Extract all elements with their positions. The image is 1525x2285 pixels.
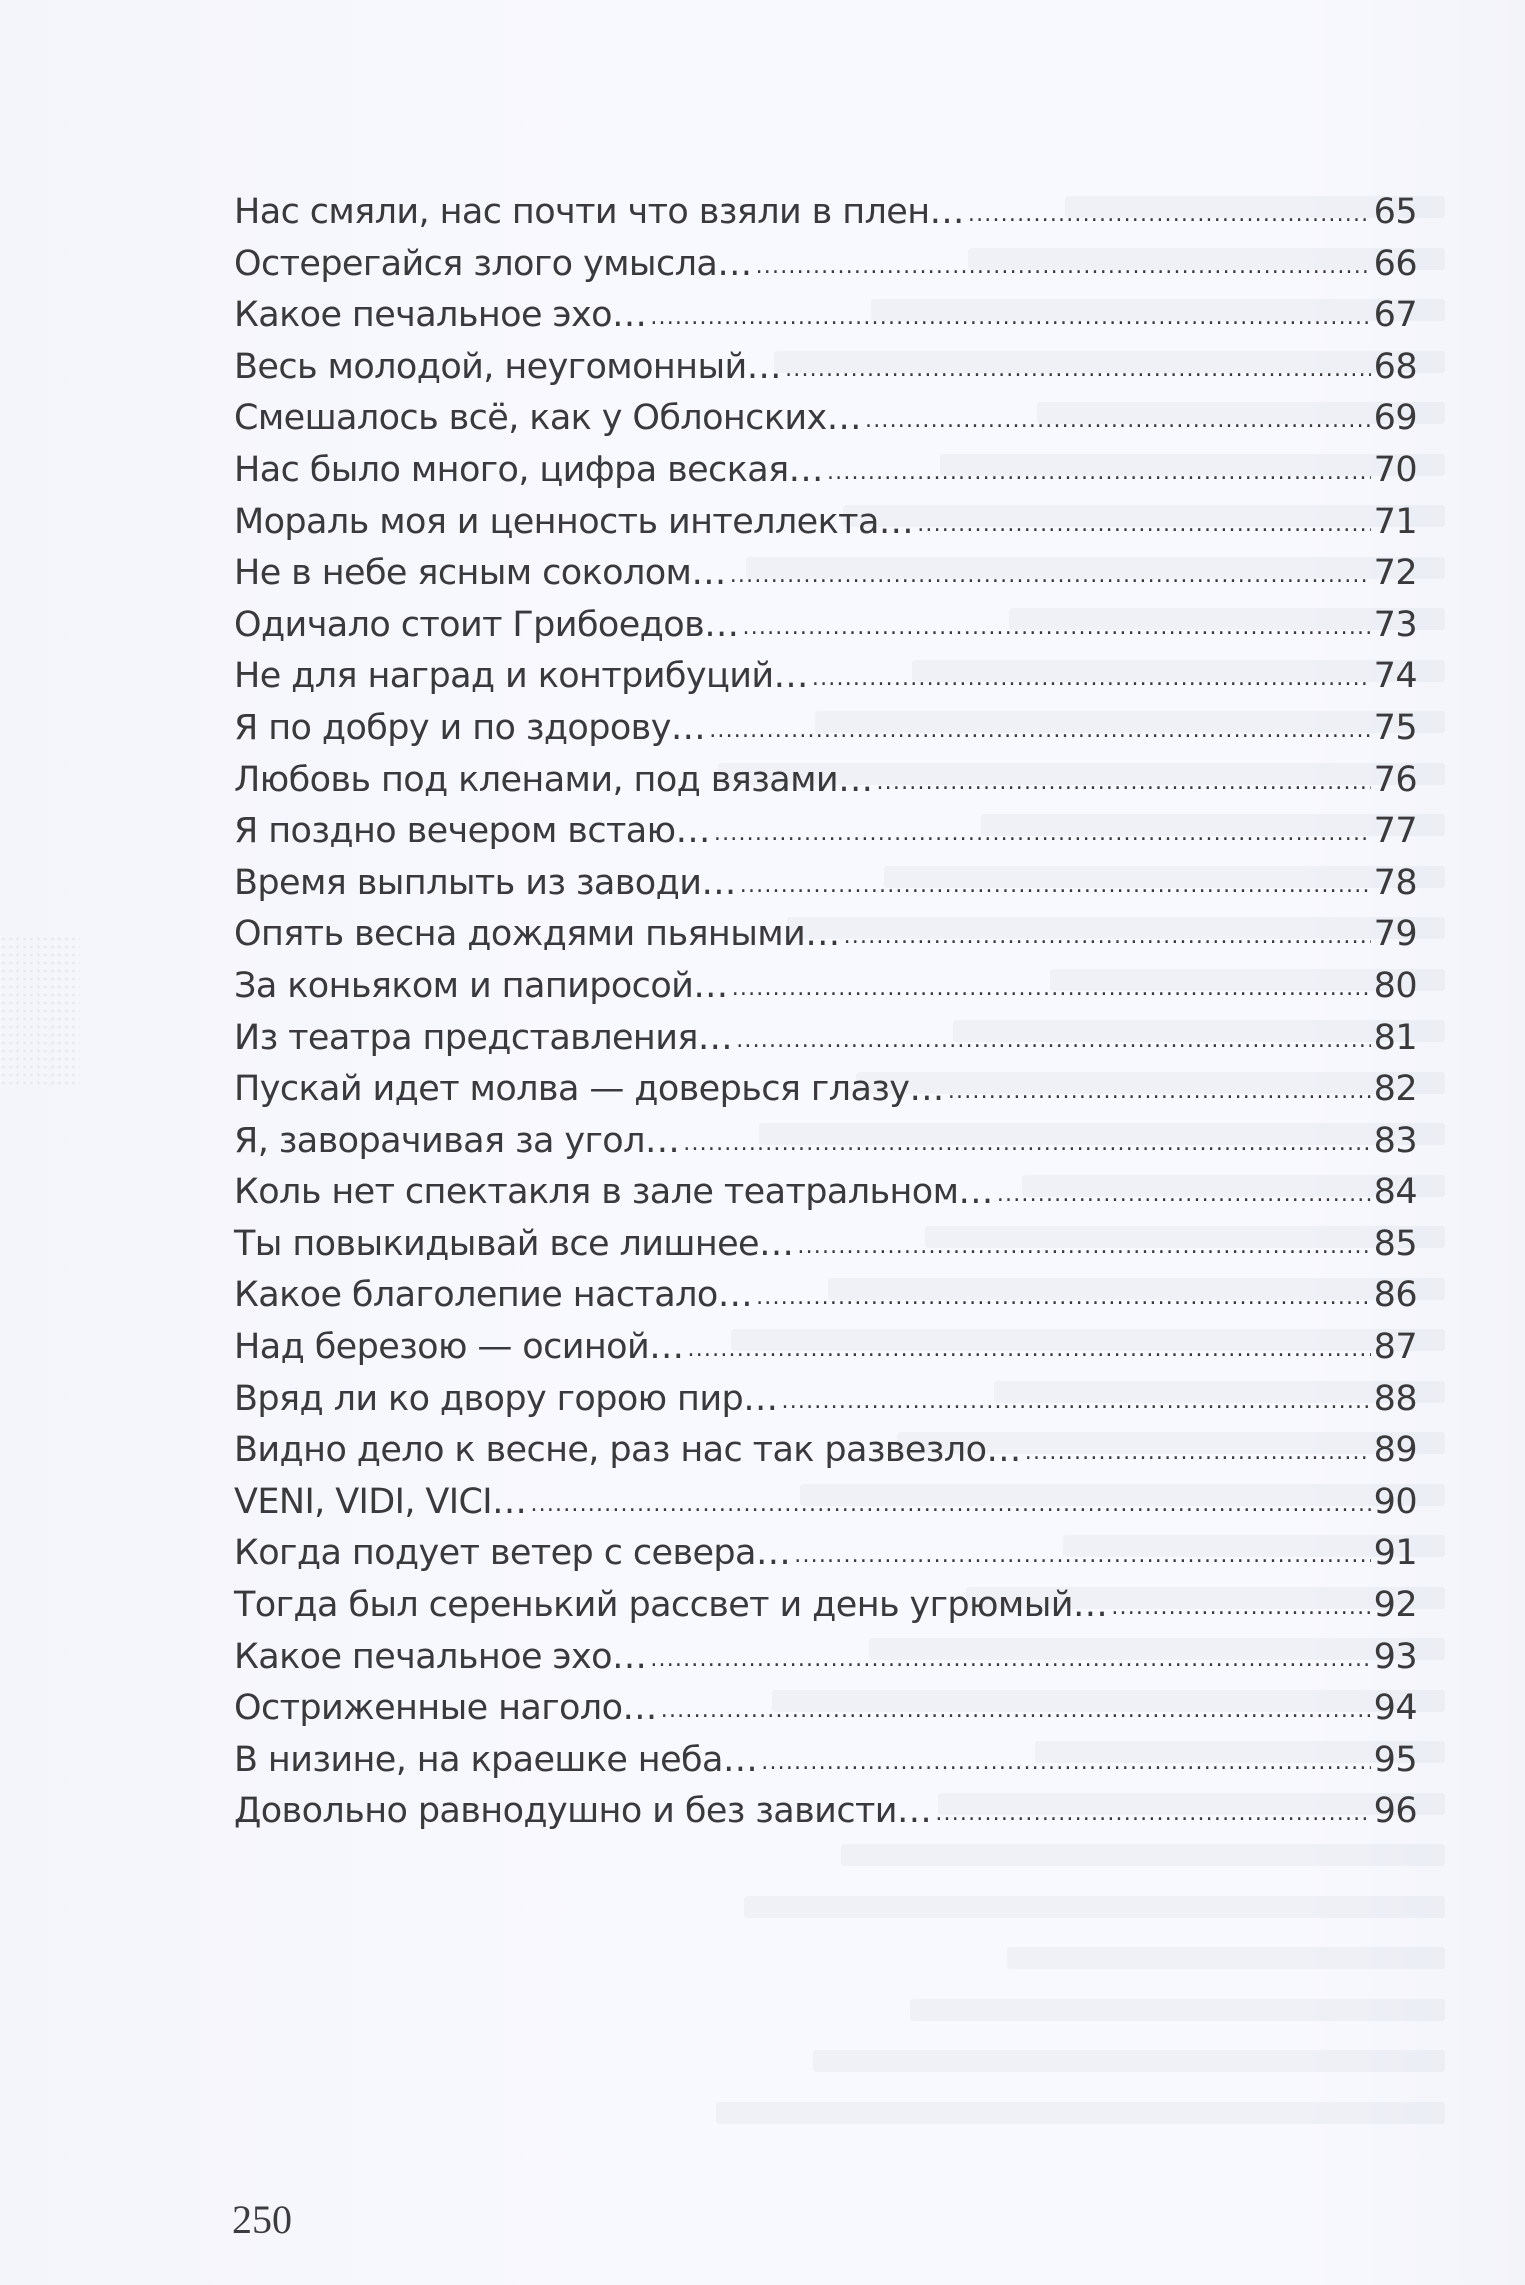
toc-entry-page-number: 72	[1373, 553, 1417, 594]
toc-entry[interactable]	[234, 553, 1417, 605]
toc-entry[interactable]	[234, 192, 1417, 244]
toc-entry[interactable]	[234, 708, 1417, 760]
toc-entry-title: Опять весна дождями пьяными…	[234, 914, 840, 955]
toc-entry[interactable]	[234, 1791, 1417, 1843]
dot-leader	[732, 964, 1371, 1004]
toc-entry[interactable]	[234, 1379, 1417, 1431]
toc-entry-page-number: 94	[1373, 1688, 1417, 1729]
toc-entry-page-number: 74	[1373, 656, 1417, 697]
toc-entry-page-number: 69	[1373, 398, 1417, 439]
toc-entry-title: Любовь под кленами, под вязами…	[234, 759, 873, 800]
toc-entry[interactable]	[234, 1275, 1417, 1327]
bleed-through-line	[0, 2086, 1525, 2138]
toc-entry[interactable]	[234, 914, 1417, 966]
toc-entry-page-number: 73	[1373, 604, 1417, 645]
toc-entry-title: Нас было много, цифра веская…	[234, 449, 823, 490]
toc-entry-page-number: 75	[1373, 707, 1417, 748]
toc-entry[interactable]	[234, 1430, 1417, 1482]
toc-entry[interactable]	[234, 1585, 1417, 1637]
toc-entry-page-number: 76	[1373, 759, 1417, 800]
dot-leader	[661, 1686, 1371, 1726]
toc-entry-page-number: 81	[1373, 1017, 1417, 1058]
dot-leader	[736, 1016, 1371, 1056]
toc-entry-title: Остриженные наголо…	[234, 1688, 657, 1729]
toc-entry[interactable]	[234, 656, 1417, 708]
dot-leader	[743, 603, 1371, 643]
toc-entry[interactable]	[234, 1224, 1417, 1276]
toc-entry[interactable]	[234, 1688, 1417, 1740]
toc-entry-page-number: 84	[1373, 1172, 1417, 1213]
toc-entry-page-number: 68	[1373, 346, 1417, 387]
toc-entry[interactable]	[234, 1327, 1417, 1379]
dot-leader	[1025, 1428, 1371, 1468]
table-of-contents	[234, 192, 1417, 1843]
dot-leader	[683, 1119, 1371, 1159]
dot-leader	[761, 1738, 1371, 1778]
toc-entry-page-number: 88	[1373, 1378, 1417, 1419]
dot-leader	[865, 396, 1371, 436]
toc-entry-page-number: 96	[1373, 1791, 1417, 1832]
toc-entry-title: Довольно равнодушно и без зависти…	[234, 1791, 932, 1832]
toc-entry-title: Я, заворачивая за угол…	[234, 1120, 680, 1161]
toc-entry-title: Мораль моя и ценность интеллекта…	[234, 501, 914, 542]
dot-leader	[782, 1377, 1372, 1417]
toc-entry-page-number: 71	[1373, 501, 1417, 542]
toc-entry-title: За коньяком и папиросой…	[234, 965, 728, 1006]
bleed-through-line	[0, 2034, 1525, 2086]
page-number: 250	[232, 2197, 292, 2242]
bleed-through-line	[0, 1983, 1525, 2035]
toc-entry[interactable]	[234, 347, 1417, 399]
dot-leader	[968, 190, 1371, 230]
toc-entry-page-number: 66	[1373, 243, 1417, 284]
toc-entry-page-number: 83	[1373, 1120, 1417, 1161]
toc-entry-title: Смешалось всё, как у Облонских…	[234, 398, 862, 439]
toc-entry-page-number: 67	[1373, 295, 1417, 336]
toc-entry[interactable]	[234, 1740, 1417, 1792]
toc-entry-title: Остерегайся злого умысла…	[234, 243, 752, 284]
toc-entry[interactable]	[234, 1121, 1417, 1173]
dot-leader	[997, 1170, 1371, 1210]
dot-leader	[827, 448, 1371, 488]
toc-entry[interactable]	[234, 1533, 1417, 1585]
bleed-through-line	[0, 1880, 1525, 1932]
toc-entry-title: Время выплыть из заводи…	[234, 862, 736, 903]
dot-leader	[935, 1789, 1371, 1829]
dot-leader	[688, 1325, 1371, 1365]
toc-entry-page-number: 77	[1373, 811, 1417, 852]
toc-entry-page-number: 78	[1373, 862, 1417, 903]
toc-entry[interactable]	[234, 295, 1417, 347]
dot-leader	[530, 1480, 1371, 1520]
toc-entry-title: Какое печальное эхо…	[234, 295, 647, 336]
toc-entry-title: VENI, VIDI, VICI…	[234, 1481, 527, 1522]
toc-entry[interactable]	[234, 1172, 1417, 1224]
dot-leader	[709, 706, 1371, 746]
dot-leader	[844, 912, 1371, 952]
dot-leader	[650, 1635, 1371, 1675]
toc-entry-page-number: 82	[1373, 1069, 1417, 1110]
toc-entry-title: Ты повыкидывай все лишнее…	[234, 1223, 794, 1264]
dot-leader	[794, 1531, 1371, 1571]
toc-entry-title: Какое благолепие настало…	[234, 1275, 753, 1316]
dot-leader	[714, 809, 1371, 849]
toc-entry-page-number: 65	[1373, 192, 1417, 232]
toc-entry[interactable]	[234, 1069, 1417, 1121]
toc-entry-title: Видно дело к весне, раз нас так развезло…	[234, 1430, 1021, 1471]
toc-entry-title: Какое печальное эхо…	[234, 1636, 647, 1677]
dot-leader	[1111, 1583, 1371, 1623]
toc-entry-page-number: 86	[1373, 1275, 1417, 1316]
dot-leader	[740, 861, 1371, 901]
toc-entry[interactable]	[234, 450, 1417, 502]
toc-entry[interactable]	[234, 244, 1417, 296]
toc-entry[interactable]	[234, 760, 1417, 812]
toc-entry-page-number: 91	[1373, 1533, 1417, 1574]
toc-entry-title: Вряд ли ко двору горою пир…	[234, 1378, 778, 1419]
dot-leader	[730, 551, 1371, 591]
toc-entry-title: Тогда был серенький рассвет и день угрюмый…	[234, 1585, 1108, 1626]
dot-leader	[756, 1273, 1371, 1313]
toc-entry-title: Не для наград и контрибуций…	[234, 656, 808, 697]
toc-entry-title: Одичало стоит Грибоедов…	[234, 604, 739, 645]
toc-entry[interactable]	[234, 502, 1417, 554]
dot-leader	[650, 293, 1371, 333]
toc-entry[interactable]	[234, 811, 1417, 863]
dot-leader	[876, 758, 1371, 798]
toc-entry-page-number: 89	[1373, 1430, 1417, 1471]
toc-entry[interactable]	[234, 1018, 1417, 1070]
toc-entry-title: Над березою — осиной…	[234, 1327, 684, 1368]
toc-entry-page-number: 70	[1373, 449, 1417, 490]
toc-entry-page-number: 79	[1373, 914, 1417, 955]
toc-entry-title: Я поздно вечером встаю…	[234, 811, 710, 852]
toc-entry-title: Пускай идет молва — доверься глазу…	[234, 1069, 944, 1110]
toc-entry-page-number: 85	[1373, 1223, 1417, 1264]
edge-dot-pattern	[0, 935, 80, 1085]
toc-entry-title: Из театра представления…	[234, 1017, 733, 1058]
toc-entry[interactable]	[234, 398, 1417, 450]
dot-leader	[797, 1222, 1371, 1262]
toc-entry-title: Не в небе ясным соколом…	[234, 553, 726, 594]
toc-entry[interactable]	[234, 966, 1417, 1018]
toc-entry-title: Весь молодой, неугомонный…	[234, 346, 782, 387]
toc-entry-title: Я по добру и по здорову…	[234, 707, 706, 748]
toc-entry-title: Когда подует ветер с севера…	[234, 1533, 791, 1574]
toc-entry-title: Коль нет спектакля в зале театральном…	[234, 1172, 993, 1213]
toc-entry[interactable]	[234, 863, 1417, 915]
dot-leader	[948, 1067, 1371, 1107]
toc-entry-page-number: 80	[1373, 965, 1417, 1006]
toc-entry[interactable]	[234, 605, 1417, 657]
toc-entry[interactable]	[234, 1482, 1417, 1534]
bleed-through-line	[0, 1931, 1525, 1983]
dot-leader	[756, 242, 1371, 282]
toc-entry-page-number: 87	[1373, 1327, 1417, 1368]
toc-entry[interactable]	[234, 1637, 1417, 1689]
dot-leader	[785, 345, 1371, 385]
toc-entry-page-number: 93	[1373, 1636, 1417, 1677]
toc-entry-title: В низине, на краешке неба…	[234, 1739, 758, 1780]
toc-entry-page-number: 95	[1373, 1739, 1417, 1780]
toc-entry-page-number: 90	[1373, 1481, 1417, 1522]
dot-leader	[812, 654, 1371, 694]
dot-leader	[917, 500, 1371, 540]
toc-entry-title: Нас смяли, нас почти что взяли в плен…	[234, 192, 964, 232]
toc-entry-page-number: 92	[1373, 1585, 1417, 1626]
